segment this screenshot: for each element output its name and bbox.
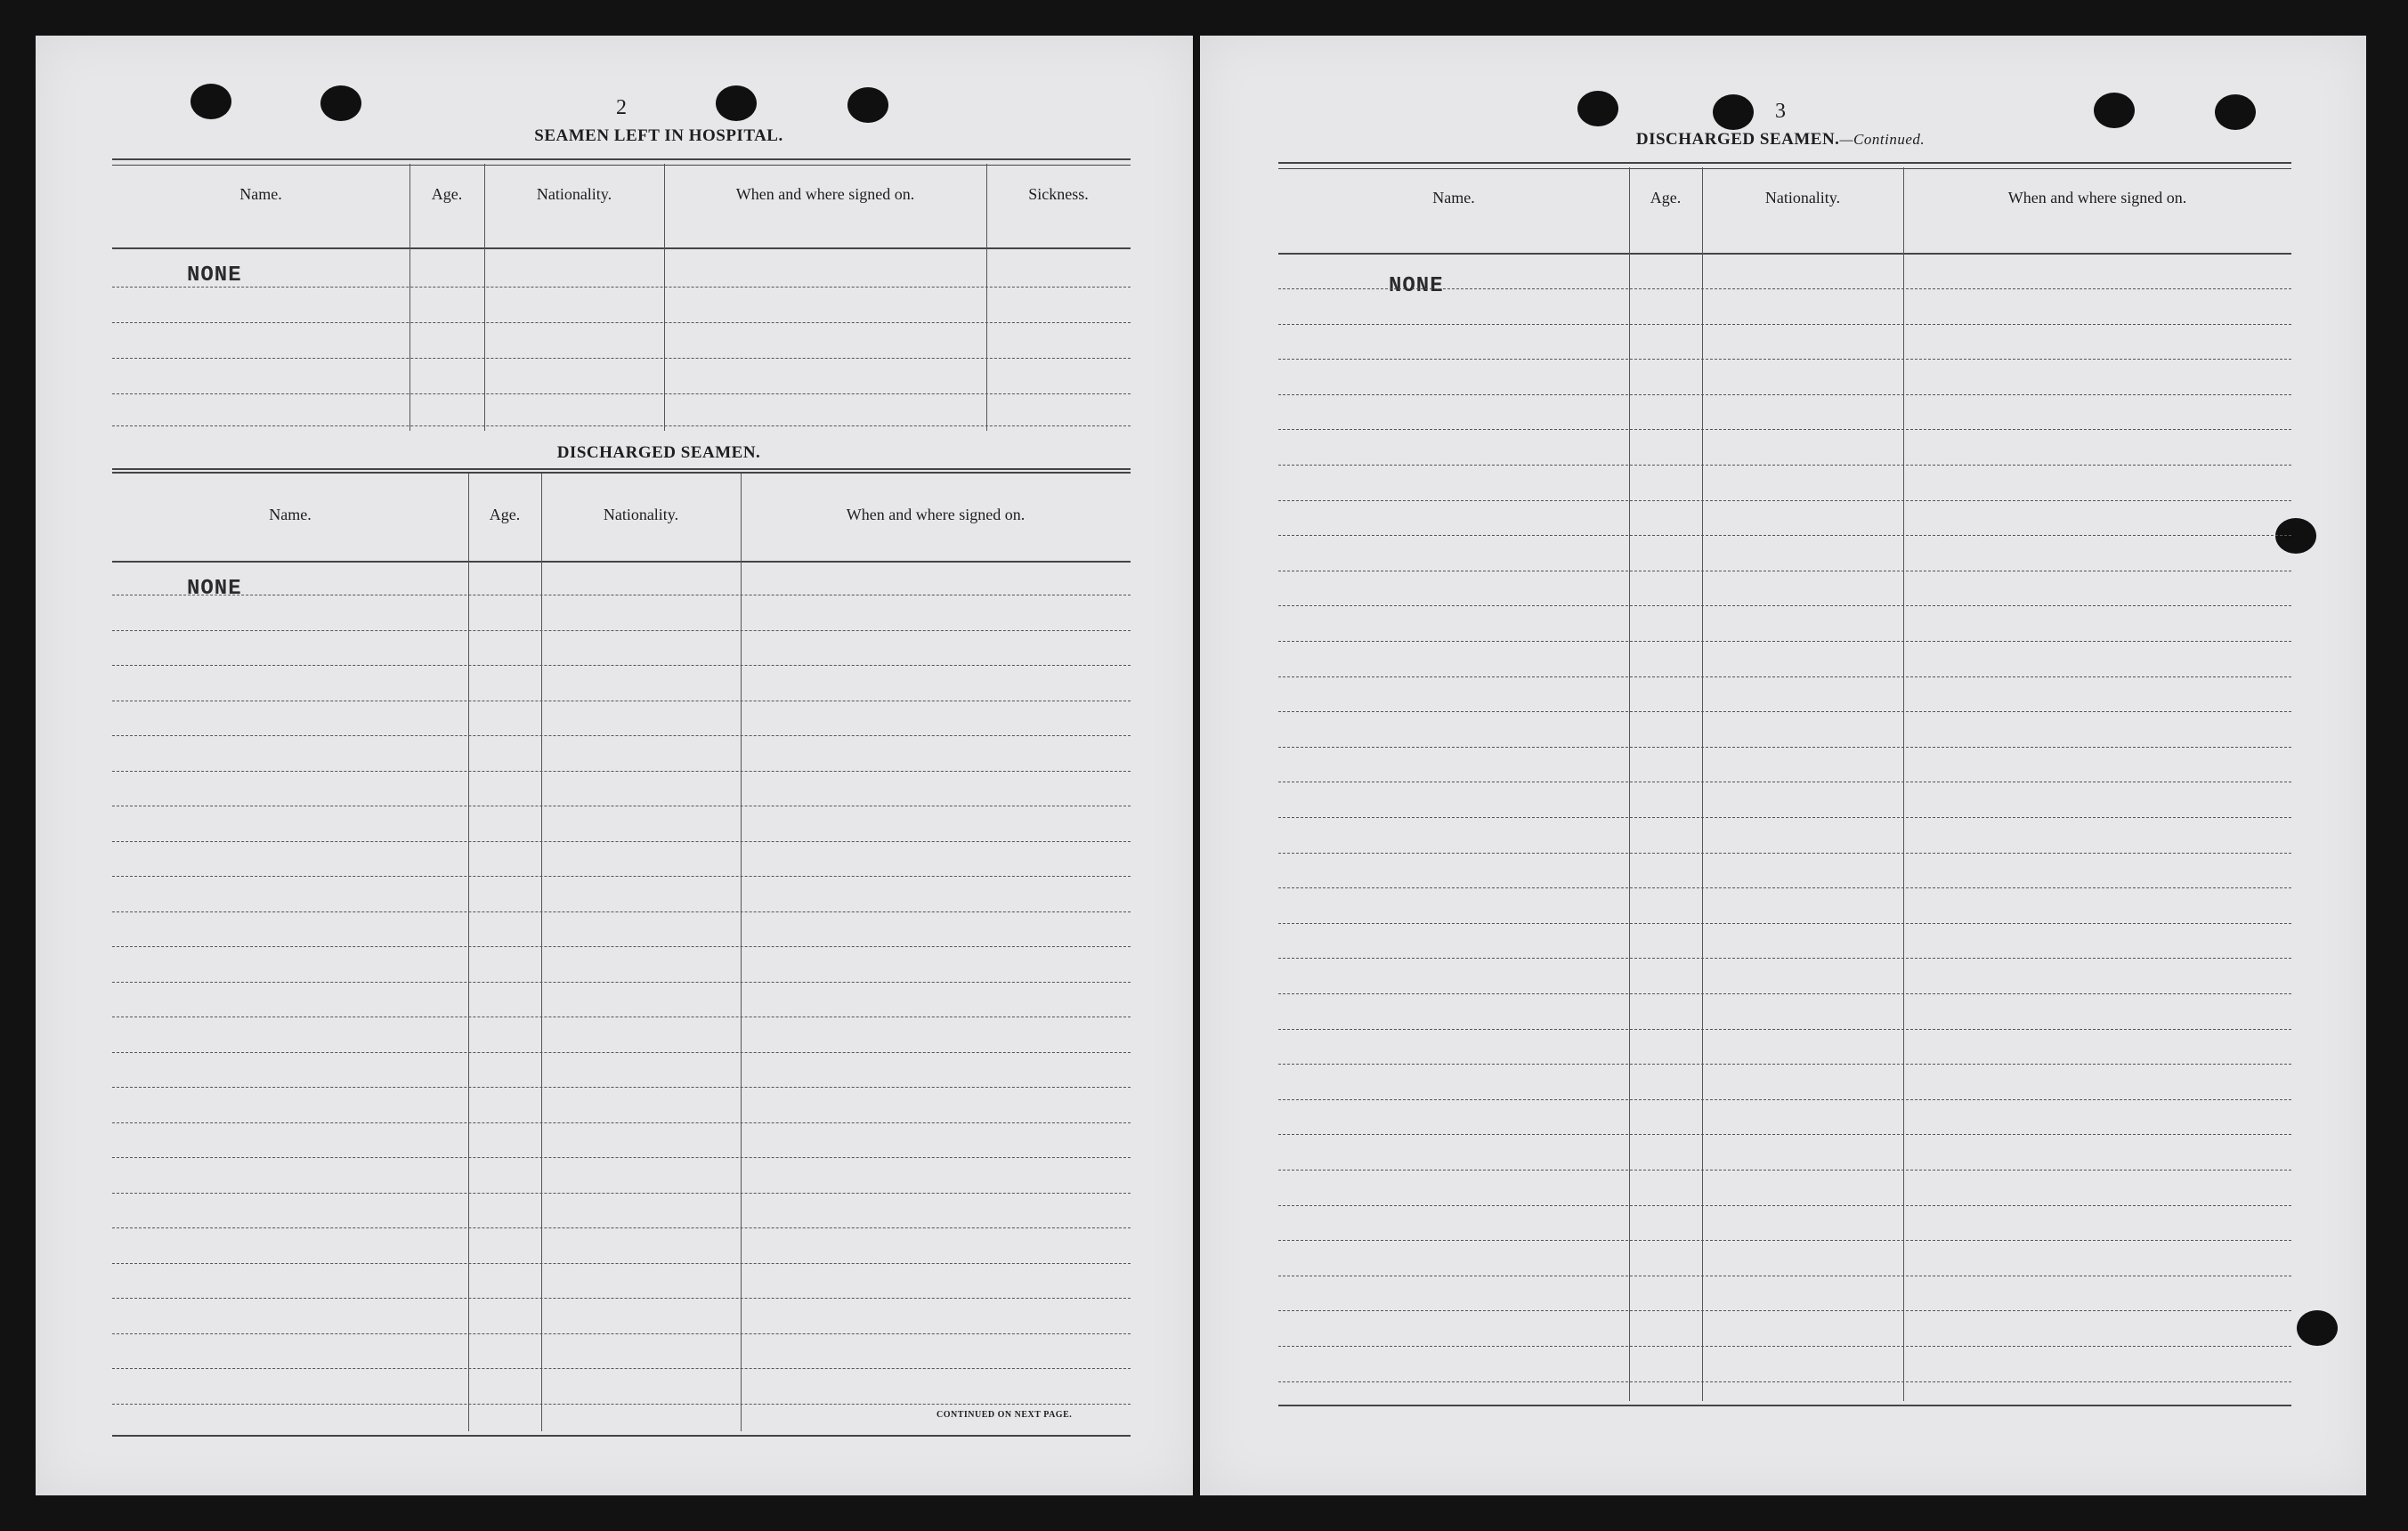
title-main: DISCHARGED SEAMEN. xyxy=(1635,130,1840,149)
punch-hole-icon xyxy=(2094,93,2135,128)
ruled-line xyxy=(1278,394,2291,395)
punch-hole-icon xyxy=(1713,94,1754,130)
left-page xyxy=(36,36,1193,1495)
discharged-continued-table xyxy=(1278,162,2291,1444)
ruled-line xyxy=(1278,641,2291,642)
ruled-line xyxy=(112,1333,1131,1334)
ruled-line xyxy=(112,1404,1131,1405)
punch-hole-icon xyxy=(716,85,757,121)
ruled-line xyxy=(1278,1134,2291,1135)
ruled-line xyxy=(1278,1170,2291,1171)
ruled-line xyxy=(1278,711,2291,712)
ruled-line xyxy=(1278,887,2291,888)
column-header-age: Age. xyxy=(489,506,521,523)
ruled-line xyxy=(112,1157,1131,1158)
ruled-line xyxy=(112,665,1131,666)
ruled-line xyxy=(112,1368,1131,1369)
ruled-line xyxy=(1278,1064,2291,1065)
ruled-line xyxy=(1278,923,2291,924)
ruled-line xyxy=(112,1122,1131,1123)
ruled-line xyxy=(112,771,1131,772)
discharged-continued-title xyxy=(1478,130,2083,150)
hospital-entry: NONE xyxy=(187,263,242,288)
ruled-line xyxy=(1278,676,2291,677)
ruled-line xyxy=(1278,993,2291,994)
ruled-line xyxy=(112,841,1131,842)
ruled-line xyxy=(112,1263,1131,1264)
discharged-table xyxy=(112,472,1131,1442)
ruled-line xyxy=(1278,429,2291,430)
discharged-section-title: DISCHARGED SEAMEN. xyxy=(556,443,761,462)
discharged-entry: NONE xyxy=(187,577,242,601)
column-header-name: Name. xyxy=(239,185,282,203)
column-header-nationality: Nationality. xyxy=(1764,189,1841,207)
column-header-age: Age. xyxy=(1650,189,1682,207)
ruled-line xyxy=(112,876,1131,877)
ruled-line xyxy=(1278,747,2291,748)
ruled-line xyxy=(1278,535,2291,536)
column-header-nationality: Nationality. xyxy=(603,506,679,523)
column-header-sickness: Sickness. xyxy=(1028,185,1089,203)
ruled-line xyxy=(112,1052,1131,1053)
column-header-name: Name. xyxy=(269,506,312,523)
ruled-line xyxy=(1278,958,2291,959)
ruled-line xyxy=(1278,1205,2291,1206)
column-header-when-where: When and where signed on. xyxy=(846,506,1026,523)
ruled-line xyxy=(112,1193,1131,1194)
hospital-table xyxy=(112,158,1131,472)
column-header-when-where: When and where signed on. xyxy=(735,185,915,203)
page-number: 2 xyxy=(616,96,627,119)
ruled-line xyxy=(112,946,1131,947)
page-number: 3 xyxy=(1775,100,1786,123)
continued-note: CONTINUED ON NEXT PAGE. xyxy=(936,1410,1073,1420)
ruled-line xyxy=(1278,500,2291,501)
ruled-line xyxy=(1278,817,2291,818)
punch-hole-icon xyxy=(191,84,231,119)
ruled-line xyxy=(112,735,1131,736)
ruled-line xyxy=(1278,465,2291,466)
ruled-line xyxy=(112,982,1131,983)
hospital-section-title: SEAMEN LEFT IN HOSPITAL. xyxy=(534,126,783,145)
ruled-line xyxy=(1278,1240,2291,1241)
ruled-line xyxy=(112,630,1131,631)
right-page xyxy=(1200,36,2366,1495)
column-header-age: Age. xyxy=(431,185,463,203)
discharged-continued-entry: NONE xyxy=(1389,274,1444,298)
ruled-line xyxy=(1278,359,2291,360)
ruled-line xyxy=(112,1298,1131,1299)
column-header-nationality: Nationality. xyxy=(536,185,612,203)
ruled-line xyxy=(1278,1099,2291,1100)
ruled-line xyxy=(1278,1346,2291,1347)
ruled-line xyxy=(1278,1381,2291,1382)
ruled-line xyxy=(1278,1029,2291,1030)
punch-hole-icon xyxy=(1577,91,1618,126)
title-continued: —Continued. xyxy=(1839,131,1926,148)
ruled-line xyxy=(1278,324,2291,325)
punch-hole-icon xyxy=(320,85,361,121)
ruled-line xyxy=(1278,1310,2291,1311)
punch-hole-icon xyxy=(2297,1310,2338,1346)
punch-hole-icon xyxy=(2215,94,2256,130)
column-header-when-where: When and where signed on. xyxy=(2007,189,2187,207)
punch-hole-icon xyxy=(847,87,888,123)
ruled-line xyxy=(112,1087,1131,1088)
column-header-name: Name. xyxy=(1432,189,1475,207)
ruled-line xyxy=(1278,853,2291,854)
ruled-line xyxy=(1278,288,2291,289)
ruled-line xyxy=(1278,605,2291,606)
ruled-line xyxy=(112,1227,1131,1228)
ruled-line xyxy=(112,911,1131,912)
